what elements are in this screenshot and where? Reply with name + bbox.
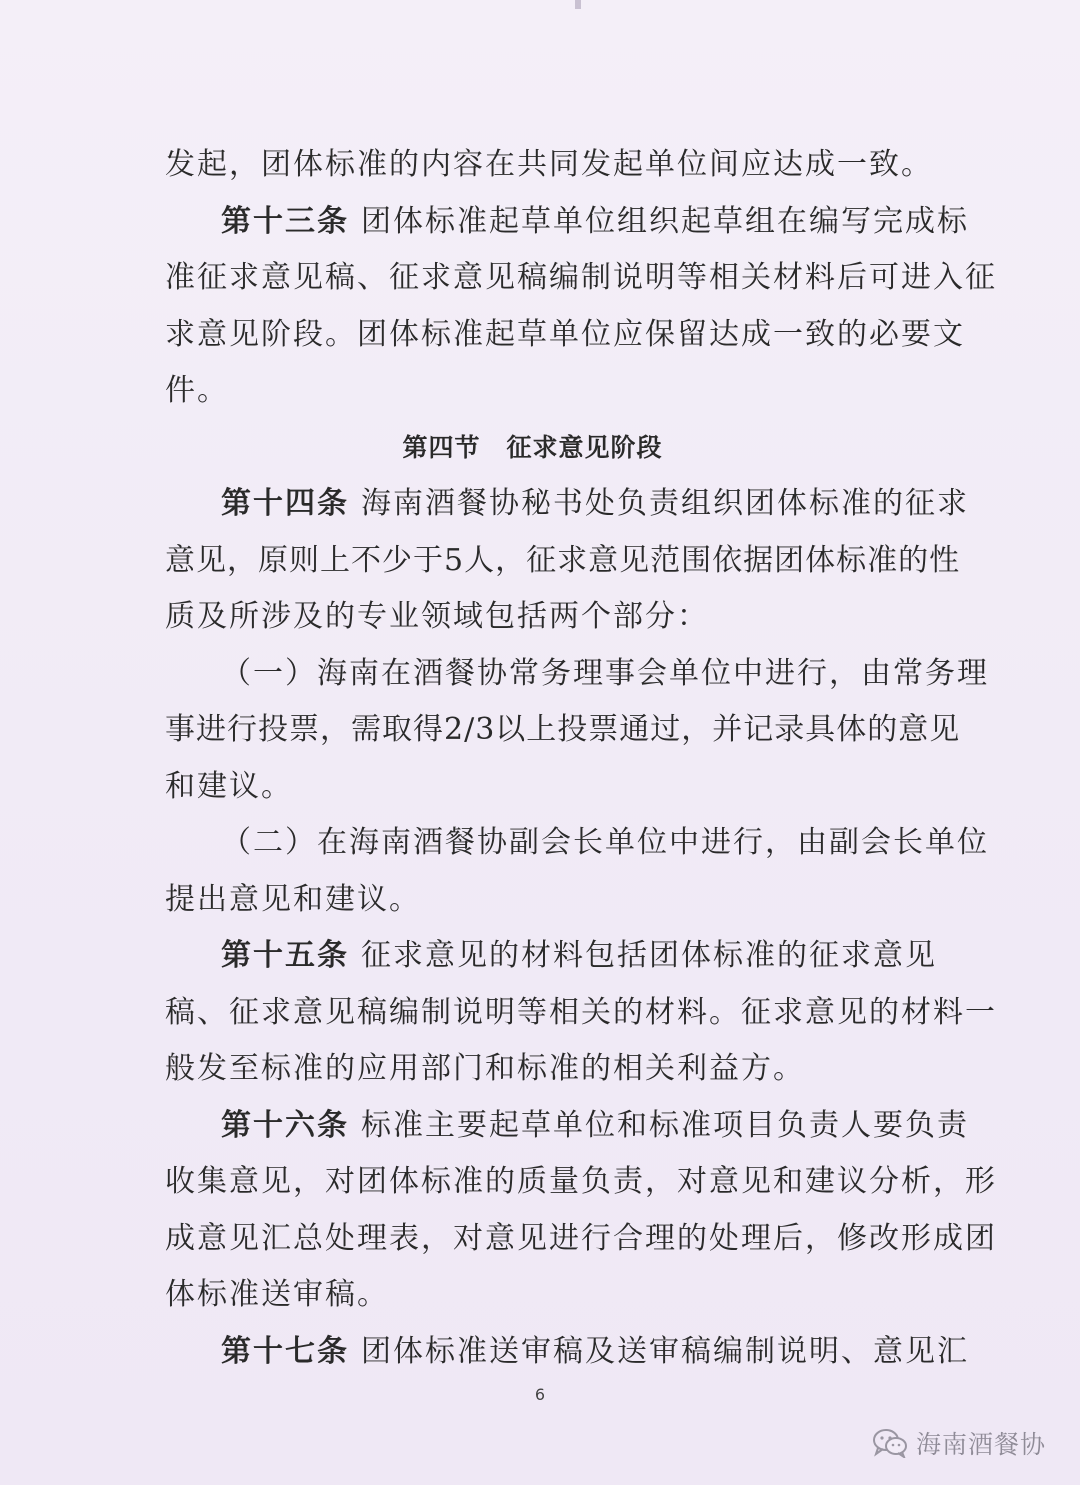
text-line: 体标准送审稿。 — [165, 1277, 389, 1312]
page-number: 6 — [534, 1385, 546, 1404]
article-13-line — [165, 194, 969, 251]
section-title: 第四节 征求意见阶段 — [402, 432, 663, 462]
article-text: 海南酒餐协秘书处负责组织团体标准的征求 — [361, 486, 969, 521]
article-text: 征求意见的材料包括团体标准的征求意见 — [361, 938, 937, 973]
text-line: 成意见汇总处理表，对意见进行合理的处理后，修改形成团 — [165, 1220, 997, 1256]
document-body — [165, 137, 997, 1380]
article-text: 团体标准起草单位组织起草组在编写完成标 — [361, 203, 969, 239]
text-line: 件。 — [165, 373, 229, 408]
article-14-line — [165, 476, 969, 533]
text-line: 收集意见，对团体标准的质量负责，对意见和建议分析，形 — [165, 1164, 997, 1199]
text-line: 和建议。 — [165, 768, 293, 804]
text-line: 求意见阶段。团体标准起草单位应保留达成一致的必要文 — [165, 316, 965, 352]
text-line: 般发至标准的应用部门和标准的相关利益方。 — [165, 1051, 805, 1086]
watermark — [872, 1423, 1046, 1463]
article-text: 团体标准送审稿及送审稿编制说明、意见汇 — [361, 1333, 969, 1369]
article-heading: 第十三条 — [221, 203, 349, 239]
article-heading: 第十六条 — [221, 1107, 349, 1143]
article-16-line — [165, 1098, 969, 1155]
text-line: 事进行投票，需取得2/3以上投票通过，并记录具体的意见 — [165, 712, 961, 747]
text-line: 意见，原则上不少于5人，征求意见范围依据团体标准的性 — [165, 542, 961, 578]
text-line: 质及所涉及的专业领域包括两个部分： — [165, 599, 709, 634]
text-line: 提出意见和建议。 — [165, 881, 421, 917]
watermark-text: 海南酒餐协 — [916, 1430, 1047, 1459]
text-line: 准征求意见稿、征求意见稿编制说明等相关材料后可进入征 — [165, 260, 997, 295]
text-line: （一）海南在酒餐协常务理事会单位中进行，由常务理 — [221, 655, 989, 691]
scan-mark — [575, 0, 581, 9]
wechat-icon — [872, 1428, 908, 1458]
article-17-line — [165, 1324, 969, 1381]
text-line: （二）在海南酒餐协副会长单位中进行，由副会长单位 — [221, 825, 989, 860]
text-line: 稿、征求意见稿编制说明等相关的材料。征求意见的材料一 — [165, 994, 997, 1030]
article-15-line — [165, 928, 937, 985]
text-line: 发起，团体标准的内容在共同发起单位间应达成一致。 — [165, 147, 933, 182]
article-text: 标准主要起草单位和标准项目负责人要负责 — [361, 1107, 969, 1143]
article-heading: 第十五条 — [221, 938, 349, 973]
article-heading: 第十四条 — [221, 486, 349, 521]
article-heading: 第十七条 — [221, 1333, 349, 1369]
